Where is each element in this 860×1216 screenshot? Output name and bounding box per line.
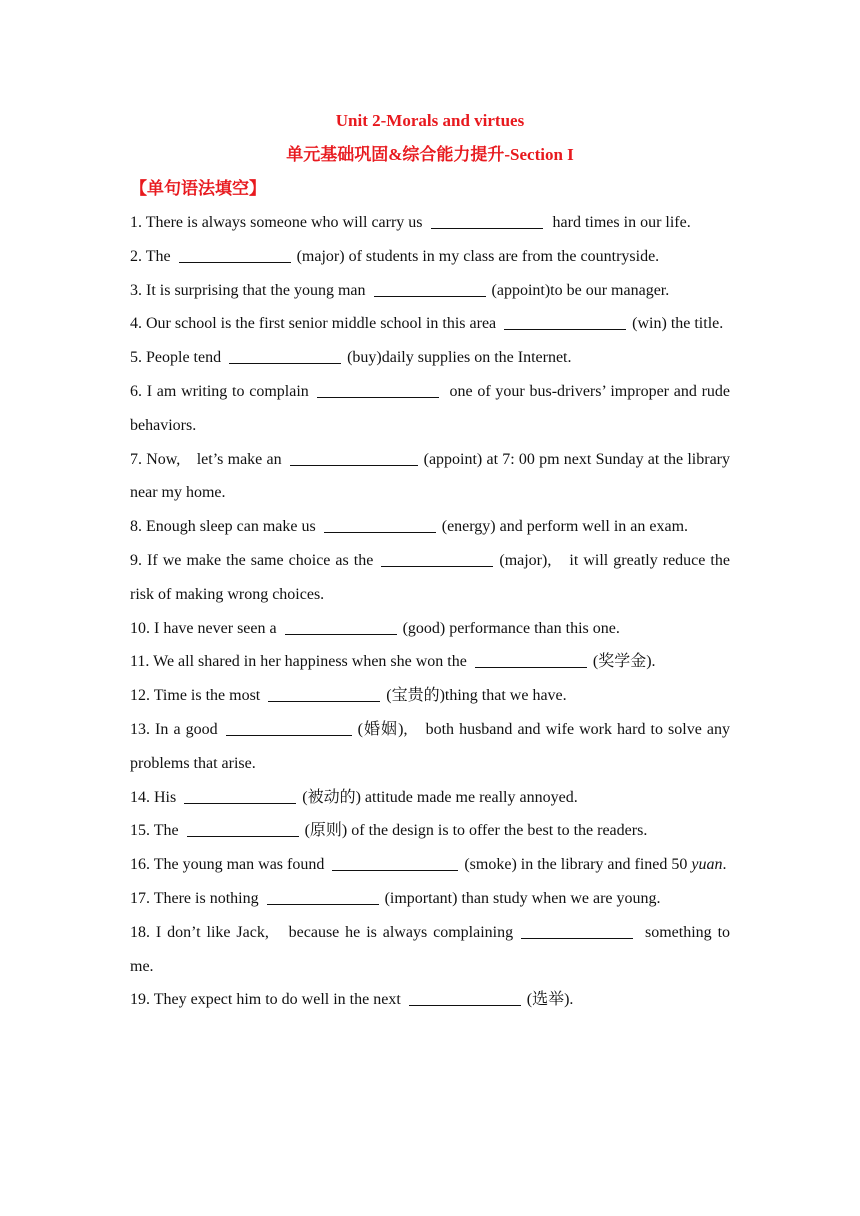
answer-blank[interactable] xyxy=(374,281,486,297)
question-item xyxy=(130,510,730,544)
answer-blank[interactable] xyxy=(431,213,543,229)
question-list xyxy=(130,206,730,1017)
answer-blank[interactable] xyxy=(268,686,380,702)
worksheet-page xyxy=(130,104,730,1017)
question-item xyxy=(130,612,730,646)
question-item xyxy=(130,375,730,443)
answer-blank[interactable] xyxy=(226,720,352,736)
answer-blank[interactable] xyxy=(317,382,439,398)
question-text-before: 17. There is nothing xyxy=(130,889,259,907)
question-item xyxy=(130,679,730,713)
question-item xyxy=(130,916,730,984)
answer-blank[interactable] xyxy=(267,889,379,905)
question-text-before: 18. I don’t like Jack, because he is always complaining xyxy=(130,923,514,941)
answer-blank[interactable] xyxy=(290,450,418,466)
question-text-before: 5. People tend xyxy=(130,349,222,367)
question-item xyxy=(130,713,730,781)
question-item xyxy=(130,882,730,916)
question-text-after: (婚姻), both husband and wife work hard to solve any problems that arise. xyxy=(130,720,730,772)
question-text-after: (被动的) attitude made me really annoyed. xyxy=(302,788,578,806)
answer-blank[interactable] xyxy=(332,855,458,871)
answer-blank[interactable] xyxy=(187,821,299,837)
question-text-before: 7. Now, let’s make an xyxy=(130,450,282,468)
question-text-after: (选举). xyxy=(526,991,574,1009)
answer-blank[interactable] xyxy=(285,619,397,635)
question-item xyxy=(130,848,730,882)
question-text-after: (important) than study when we are young. xyxy=(384,889,661,907)
question-item xyxy=(130,206,730,240)
question-item xyxy=(130,341,730,375)
question-text-before: 11. We all shared in her happiness when she won the xyxy=(130,653,467,671)
question-text-before: 3. It is surprising that the young man xyxy=(130,281,366,299)
answer-blank[interactable] xyxy=(475,652,587,668)
question-item xyxy=(130,645,730,679)
question-text-before: 6. I am writing to complain xyxy=(130,382,309,400)
question-text-before: 12. Time is the most xyxy=(130,687,261,705)
question-text-end: . xyxy=(722,856,727,874)
question-text-before: 16. The young man was found xyxy=(130,856,325,874)
question-text-after: (buy)daily supplies on the Internet. xyxy=(347,349,572,367)
answer-blank[interactable] xyxy=(521,923,633,939)
question-item xyxy=(130,544,730,612)
question-text-after: (appoint) at 7: 00 pm next Sunday at the library near my home. xyxy=(130,450,730,502)
question-text-after: (energy) and perform well in an exam. xyxy=(441,518,689,536)
section-heading: 【单句语法填空】 xyxy=(130,179,266,199)
answer-blank[interactable] xyxy=(229,348,341,364)
question-text-after: (原则) of the design is to offer the best to the readers. xyxy=(304,822,648,840)
question-text-after: hard times in our life. xyxy=(548,214,691,231)
question-text-before: 2. The xyxy=(130,247,171,265)
question-text-before: 1. There is always someone who will carry us xyxy=(130,214,423,231)
question-text-after: (奖学金). xyxy=(592,653,656,671)
question-item xyxy=(130,240,730,274)
question-text-before: 9. If we make the same choice as the xyxy=(130,551,374,569)
question-text-after: something to me. xyxy=(130,923,731,975)
question-text-before: 15. The xyxy=(130,822,179,840)
question-text-after: (win) the title. xyxy=(632,315,724,333)
question-text-before: 8. Enough sleep can make us xyxy=(130,518,316,536)
question-text-before: 13. In a good xyxy=(130,720,218,738)
question-text-before: 10. I have never seen a xyxy=(130,619,277,637)
answer-blank[interactable] xyxy=(184,788,296,804)
question-text-before: 4. Our school is the first senior middle school in this area xyxy=(130,315,497,333)
answer-blank[interactable] xyxy=(324,517,436,533)
question-item xyxy=(130,781,730,815)
worksheet-title: Unit 2-Morals and virtues xyxy=(335,111,525,130)
question-item xyxy=(130,274,730,308)
question-text-after: (smoke) in the library and fined 50 xyxy=(464,856,692,874)
question-text-after: one of your bus-drivers’ improper and rude behaviors. xyxy=(130,382,731,434)
question-text-italic: yuan xyxy=(691,856,723,874)
question-text-after: (major) of students in my class are from the countryside. xyxy=(296,247,660,265)
question-text-after: (宝贵的)thing that we have. xyxy=(386,687,567,705)
question-text-after: (good) performance than this one. xyxy=(402,619,620,637)
answer-blank[interactable] xyxy=(504,314,626,330)
question-item xyxy=(130,443,730,511)
answer-blank[interactable] xyxy=(381,551,493,567)
question-text-after: (major), it will greatly reduce the risk of making wrong choices. xyxy=(130,551,730,603)
question-item xyxy=(130,307,730,341)
question-item xyxy=(130,983,730,1017)
question-item xyxy=(130,814,730,848)
question-text-before: 19. They expect him to do well in the next xyxy=(130,991,401,1009)
answer-blank[interactable] xyxy=(179,247,291,263)
question-text-before: 14. His xyxy=(130,788,177,806)
answer-blank[interactable] xyxy=(409,990,521,1006)
worksheet-subtitle: 单元基础巩固&综合能力提升-Section I xyxy=(286,145,574,164)
question-text-after: (appoint)to be our manager. xyxy=(491,281,670,299)
